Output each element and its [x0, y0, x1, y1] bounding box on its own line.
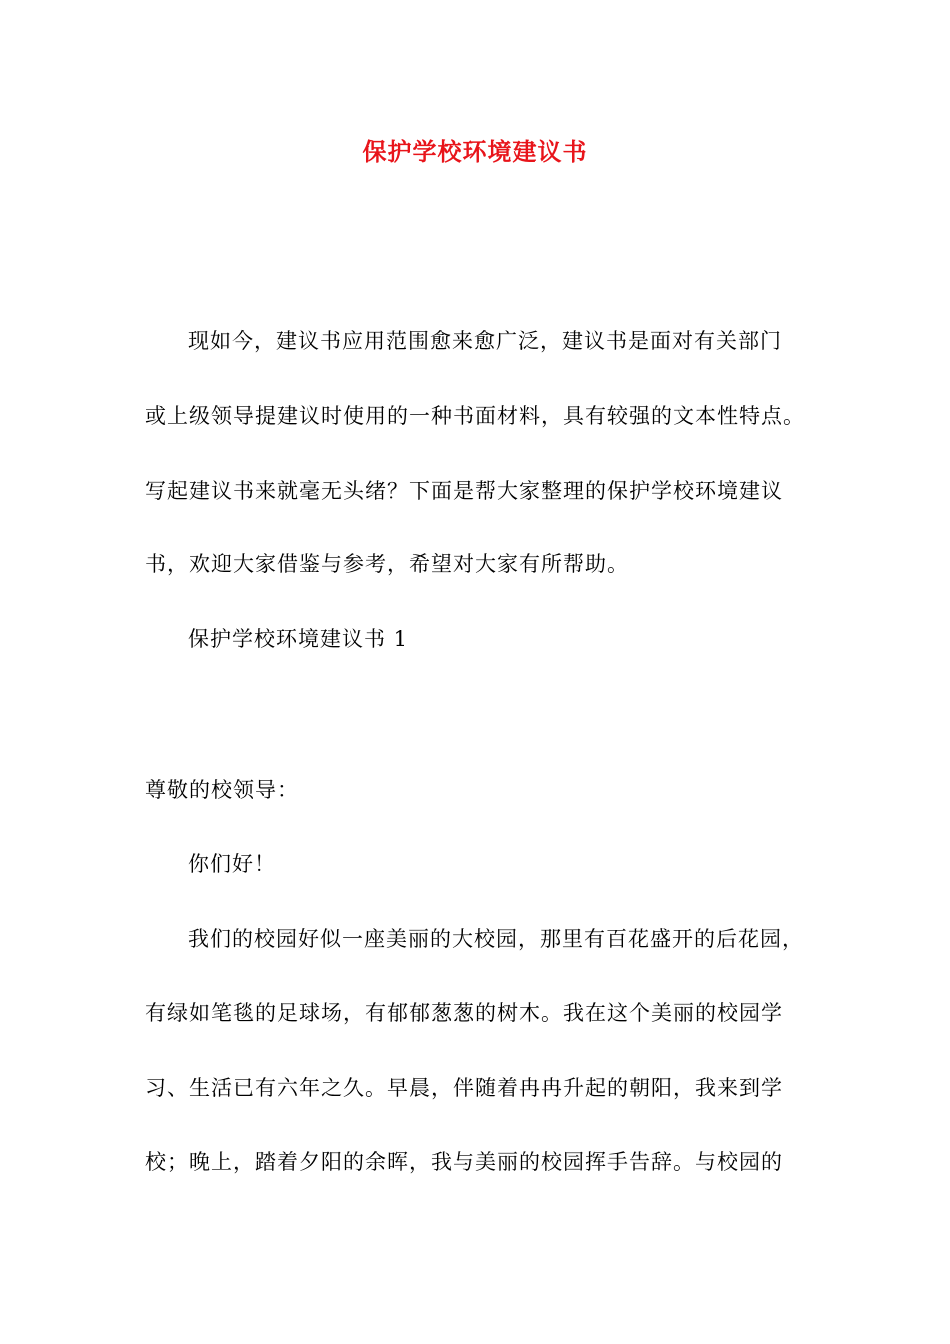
greeting: 你们好！: [188, 852, 276, 876]
salutation: 尊敬的校领导：: [145, 778, 299, 802]
intro-line-1: 现如今，建议书应用范围愈来愈广泛，建议书是面对有关部门: [188, 329, 782, 353]
section-heading: 保护学校环境建议书 1: [188, 627, 409, 651]
body-line-4: 校；晚上，踏着夕阳的余晖，我与美丽的校园挥手告辞。与校园的: [145, 1150, 783, 1174]
intro-line-3: 写起建议书来就毫无头绪？下面是帮大家整理的保护学校环境建议: [145, 479, 783, 503]
body-line-3: 习、生活已有六年之久。早晨，伴随着冉冉升起的朝阳，我来到学: [145, 1076, 783, 1100]
intro-line-2: 或上级领导提建议时使用的一种书面材料，具有较强的文本性特点。: [145, 404, 805, 428]
document-title: 保护学校环境建议书: [362, 137, 588, 166]
body-line-1: 我们的校园好似一座美丽的大校园，那里有百花盛开的后花园，: [188, 927, 804, 951]
body-line-2: 有绿如笔毯的足球场，有郁郁葱葱的树木。我在这个美丽的校园学: [145, 1001, 783, 1025]
intro-line-4: 书，欢迎大家借鉴与参考，希望对大家有所帮助。: [145, 552, 629, 576]
